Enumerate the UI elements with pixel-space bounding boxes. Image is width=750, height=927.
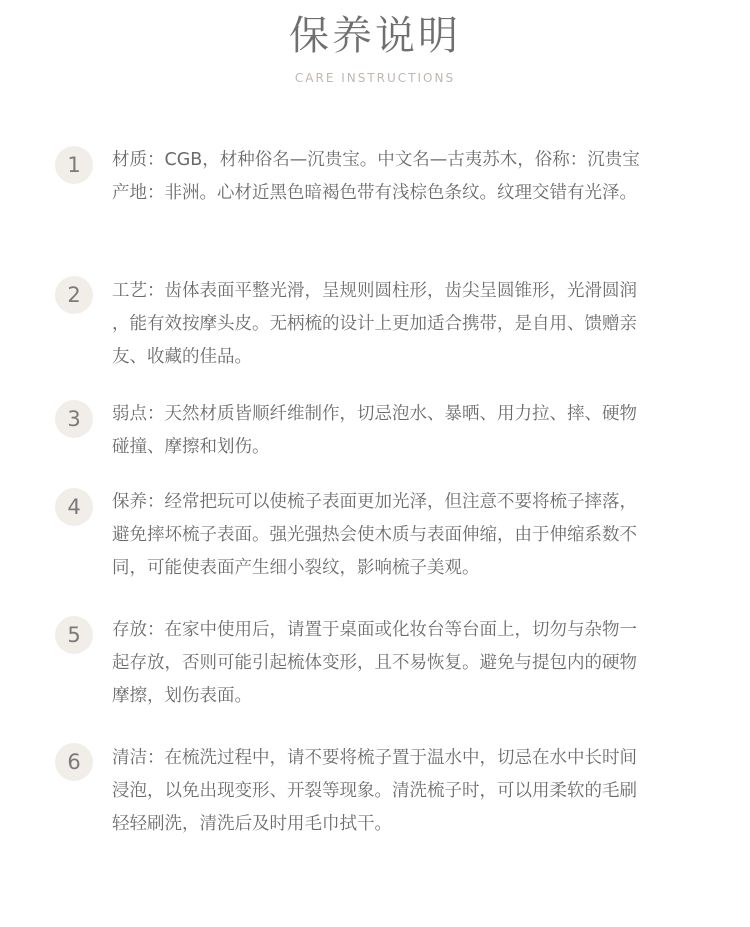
item-text [112, 275, 687, 374]
item-text-line: 避免摔坏梳子表面。强光强热会使木质与表面伸缩，由于伸缩系数不 [112, 525, 637, 545]
item-text-line: 浸泡，以免出现变形、开裂等现象。清洗梳子时，可以用柔软的毛刷 [112, 781, 637, 801]
item-text [112, 614, 687, 713]
item-text-line: 碰撞、摩擦和划伤。 [112, 437, 270, 457]
item-text-line: 存放：在家中使用后，请置于桌面或化妆台等台面上，切勿与杂物一 [112, 620, 637, 640]
item-text-line: 清洁：在梳洗过程中，请不要将梳子置于温水中，切忌在水中长时间 [112, 748, 637, 768]
item-text-line: 摩擦，划伤表面。 [112, 686, 252, 706]
item-text-line: 轻轻刷洗，清洗后及时用毛巾拭干。 [112, 814, 392, 834]
page-subtitle: CARE INSTRUCTIONS [294, 71, 456, 85]
item-text-line: 材质：CGB，材种俗名—沉贵宝。中文名—古夷苏木，俗称：沉贵宝 [112, 150, 640, 170]
page-header [0, 10, 750, 86]
item-text-line: 产地：非洲。心材近黑色暗褐色带有浅棕色条纹。纹理交错有光泽。 [112, 183, 637, 203]
item-text [112, 742, 687, 841]
item-text-line: ，能有效按摩头皮。无柄梳的设计上更加适合携带，是自用、馈赠亲 [112, 314, 637, 334]
item-number-badge: 3 [55, 400, 93, 438]
item-text-line: 弱点：天然材质皆顺纤维制作，切忌泡水、暴晒、用力拉、摔、硬物 [112, 404, 637, 424]
item-number-badge: 1 [55, 146, 93, 184]
item-text-line: 友、收藏的佳品。 [112, 347, 252, 367]
item-number-badge: 6 [55, 743, 93, 781]
page-title: 保养说明 [289, 13, 461, 59]
item-text [112, 144, 687, 210]
item-number-badge: 4 [55, 488, 93, 526]
item-text-line: 保养：经常把玩可以使梳子表面更加光泽，但注意不要将梳子摔落， [112, 492, 637, 512]
item-text [112, 486, 687, 585]
item-text [112, 398, 687, 464]
item-number-badge: 5 [55, 616, 93, 654]
item-text-line: 起存放，否则可能引起梳体变形，且不易恢复。避免与提包内的硬物 [112, 653, 637, 673]
item-number-badge: 2 [55, 276, 93, 314]
item-text-line: 同，可能使表面产生细小裂纹，影响梳子美观。 [112, 558, 480, 578]
item-text-line: 工艺：齿体表面平整光滑，呈规则圆柱形，齿尖呈圆锥形，光滑圆润 [112, 281, 637, 301]
